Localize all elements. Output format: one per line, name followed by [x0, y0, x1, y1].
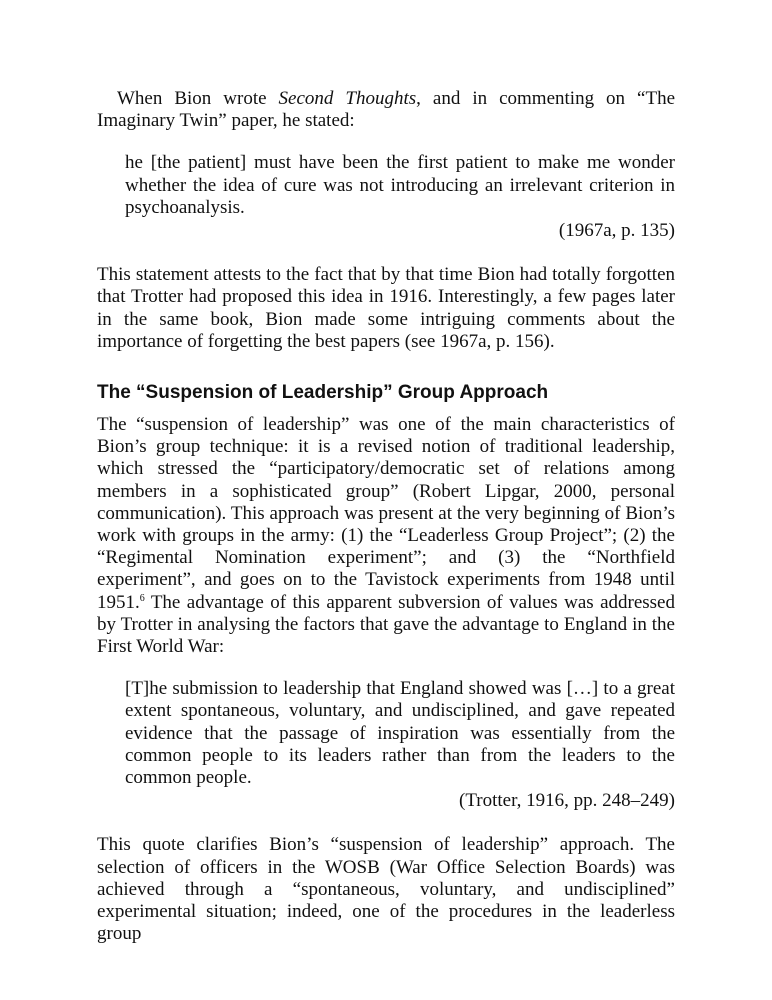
paragraph-clarifies: This quote clarifies Bion’s “suspension of leadership” approach. The selection of officers in the WOSB (War Office Selection Boards) was achieved through a “spontaneous, voluntary, and undisciplined” experimental situation; indeed, one of the procedures in the leaderless group: [97, 834, 675, 945]
quote-citation: (Trotter, 1916, pp. 248–249): [459, 790, 675, 812]
section-heading: The “Suspension of Leadership” Group Approach: [97, 382, 549, 404]
paragraph-intro: When Bion wrote Second Thoughts, and in commenting on “The Imaginary Twin” paper, he stated:: [97, 88, 676, 132]
footnote-marker: 6: [139, 592, 145, 604]
block-quote-1: [125, 152, 675, 242]
book-title: Second Thoughts: [278, 88, 417, 109]
paragraph-statement: This statement attests to the fact that by that time Bion had totally forgotten that Trotter had proposed this idea in 1916. Interestingly, a few pages later in the same book, Bion made some intriguing comments about the importance of forgetting the best papers (see 1967a, p. 156).: [97, 264, 675, 352]
quote-text: he [the patient] must have been the first patient to make me wonder whether the idea of cure was not introducing an irrelevant criterion in psychoanalysis.: [125, 152, 675, 218]
paragraph-leadership: The “suspension of leadership” was one of the main characteristics of Bion’s group technique: it is a revised notion of traditional leadership, which stressed the “participatory/democratic set of relations among members in a sophisticated group” (Robert Lipgar, 2000, personal communication). This approach was present at the very beginning of Bion’s work with groups in the army: (1) the “Leaderless Group Project”; (2) the “Regimental Nomination experiment”; and (3) the “Northfield experiment”, and goes on to the Tavistock experiments from 1948 until 1951.$^6$ The advantage of this apparent subversion of values was addressed by Trotter in analysing the factors that gave the advantage to England in the First World War:: [97, 414, 675, 658]
block-quote-2: [125, 678, 675, 812]
quote-text: [T]he submission to leadership that England showed was […] to a great extent spontaneous, voluntary, and undisciplined, and gave repeated evidence that the passage of inspiration was essentially from the common people to its leaders rather than from the leaders to the common people.: [125, 678, 675, 789]
quote-citation: (1967a, p. 135): [558, 220, 675, 242]
